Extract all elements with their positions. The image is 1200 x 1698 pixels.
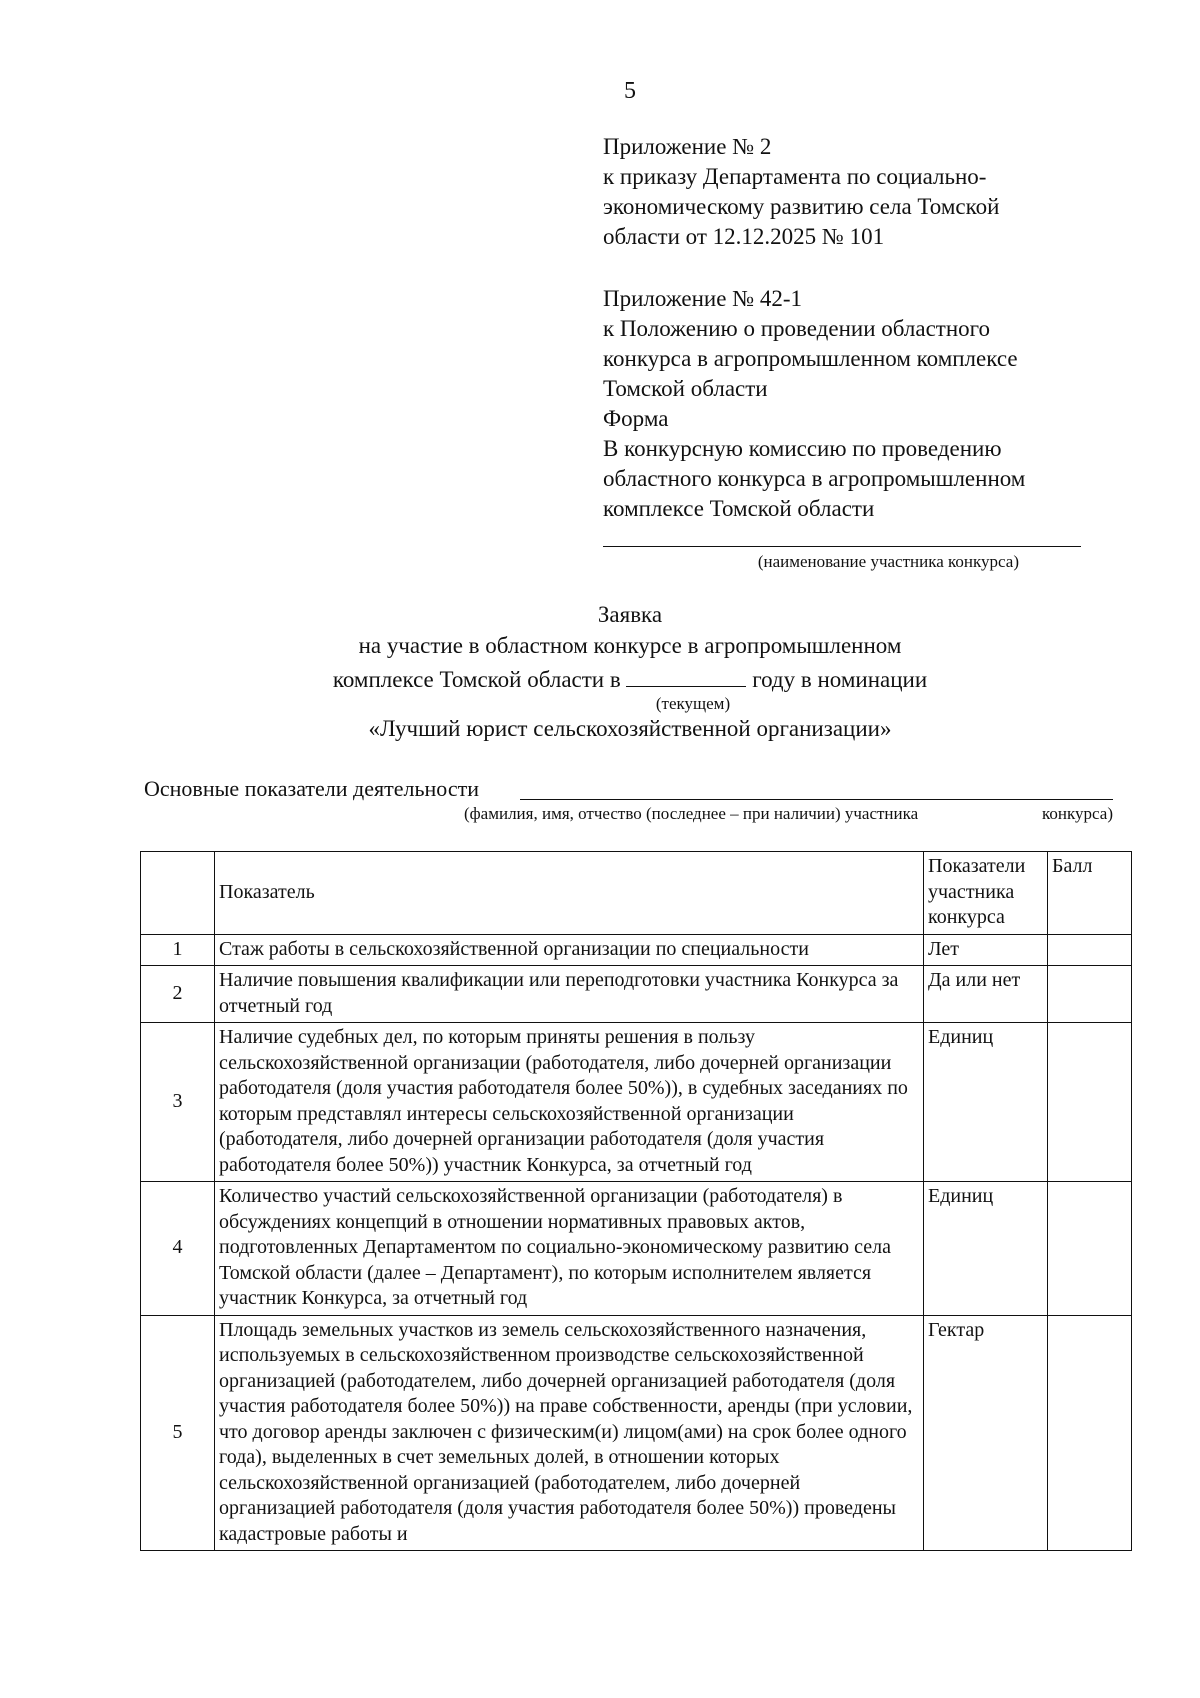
row-score[interactable] — [1048, 1023, 1132, 1182]
row-number: 5 — [141, 1315, 215, 1551]
application-year-text-before: комплексе Томской области в — [332, 667, 621, 692]
row-unit[interactable]: Единиц — [924, 1182, 1048, 1316]
row-score[interactable] — [1048, 934, 1132, 966]
addressee-line: областного конкурса в агропромышленном — [603, 466, 1026, 491]
attachment-order-line: области от 12.12.2025 № 101 — [603, 224, 885, 249]
header-participant-values: Показатели участника конкурса — [924, 852, 1048, 935]
application-subtitle-line — [0, 664, 1200, 693]
row-indicator: Стаж работы в сельскохозяйственной организации по специальности — [215, 934, 924, 966]
attachment-order-block — [603, 132, 1103, 252]
table-header-row — [141, 852, 1132, 935]
attachment-order-line: экономическому развитию села Томской — [603, 194, 1000, 219]
row-score[interactable] — [1048, 966, 1132, 1023]
application-title: Заявка — [597, 602, 663, 627]
row-unit[interactable]: Лет — [924, 934, 1048, 966]
participant-fullname-caption-end: конкурса) — [1042, 804, 1113, 823]
row-unit[interactable]: Гектар — [924, 1315, 1048, 1551]
attachment-order-line: к приказу Департамента по социально- — [603, 164, 987, 189]
row-score[interactable] — [1048, 1315, 1132, 1551]
header-number — [141, 852, 215, 935]
addressee-line: В конкурсную комиссию по проведению — [603, 436, 1002, 461]
indicators-table — [140, 851, 1132, 1551]
attachment-regulation-line: Приложение № 42-1 — [603, 286, 803, 311]
row-number: 1 — [141, 934, 215, 966]
attachment-order-line: Приложение № 2 — [603, 134, 772, 159]
table-row — [141, 1315, 1132, 1551]
table-row — [141, 966, 1132, 1023]
row-unit[interactable]: Единиц — [924, 1023, 1048, 1182]
row-indicator: Наличие судебных дел, по которым приняты решения в пользу сельскохозяйственной организации (работодателя, либо дочерней организации работодателя (доля участия работодателя более 50%)), в судебных заседаниях по которым представлял интересы сельскохозяйственной организации (работодателя, либо дочерней организации работодателя (доля участия работодателя более 50%)) участник Конкурса, за отчетный год — [215, 1023, 924, 1182]
participant-name-field[interactable] — [603, 546, 1081, 547]
attachment-regulation-line: конкурса в агропромышленном комплексе — [603, 346, 1018, 371]
indicators-label: Основные показатели деятельности — [144, 776, 479, 801]
participant-fullname-caption-main: (фамилия, имя, отчество (последнее – при наличии) участника — [464, 804, 919, 823]
application-subtitle-line: на участие в областном конкурсе в агропромышленном — [358, 633, 902, 658]
page-number: 5 — [624, 78, 636, 104]
table-row — [141, 1023, 1132, 1182]
table-row — [141, 934, 1132, 966]
year-caption: (текущем) — [655, 694, 731, 713]
participant-fullname-field[interactable] — [520, 799, 1113, 800]
addressee-line: комплексе Томской области — [603, 496, 875, 521]
row-indicator: Наличие повышения квалификации или переподготовки участника Конкурса за отчетный год — [215, 966, 924, 1023]
table-row — [141, 1182, 1132, 1316]
row-indicator: Площадь земельных участков из земель сельскохозяйственного назначения, используемых в сельскохозяйственном производстве сельскохозяйственной организацией (работодателем, либо дочерней организацией работодателя (доля участия работодателя более 50%)) на праве собственности, аренды (при условии, что договор аренды заключен с физическим(и) лицом(ами) на срок более одного года), выделенных в счет земельных долей, в отношении которых сельскохозяйственной организацией (работодателем, либо дочерней организацией работодателя (доля участия работодателя более 50%)) проведены кадастровые работы и — [215, 1315, 924, 1551]
row-number: 4 — [141, 1182, 215, 1316]
attachment-regulation-line: к Положению о проведении областного — [603, 316, 991, 341]
header-indicator: Показатель — [215, 852, 924, 935]
year-field[interactable] — [626, 664, 746, 687]
participant-fullname-caption — [464, 804, 1113, 824]
row-number: 3 — [141, 1023, 215, 1182]
participant-name-caption: (наименование участника конкурса) — [757, 552, 1019, 571]
attachment-regulation-line: Томской области — [603, 376, 768, 401]
row-unit[interactable]: Да или нет — [924, 966, 1048, 1023]
row-number: 2 — [141, 966, 215, 1023]
attachment-regulation-block — [603, 284, 1123, 524]
row-score[interactable] — [1048, 1182, 1132, 1316]
nomination-title: «Лучший юрист сельскохозяйственной организации» — [368, 716, 892, 741]
row-indicator: Количество участий сельскохозяйственной организации (работодателя) в обсуждениях концепций в отношении нормативных правовых актов, подготовленных Департаментом по социально-экономическому развитию села Томской области (далее – Департамент), по которым исполнителем является участник Конкурса, за отчетный год — [215, 1182, 924, 1316]
header-score: Балл — [1048, 852, 1132, 935]
application-year-text-after: году в номинации — [752, 667, 928, 692]
form-label: Форма — [603, 406, 669, 431]
